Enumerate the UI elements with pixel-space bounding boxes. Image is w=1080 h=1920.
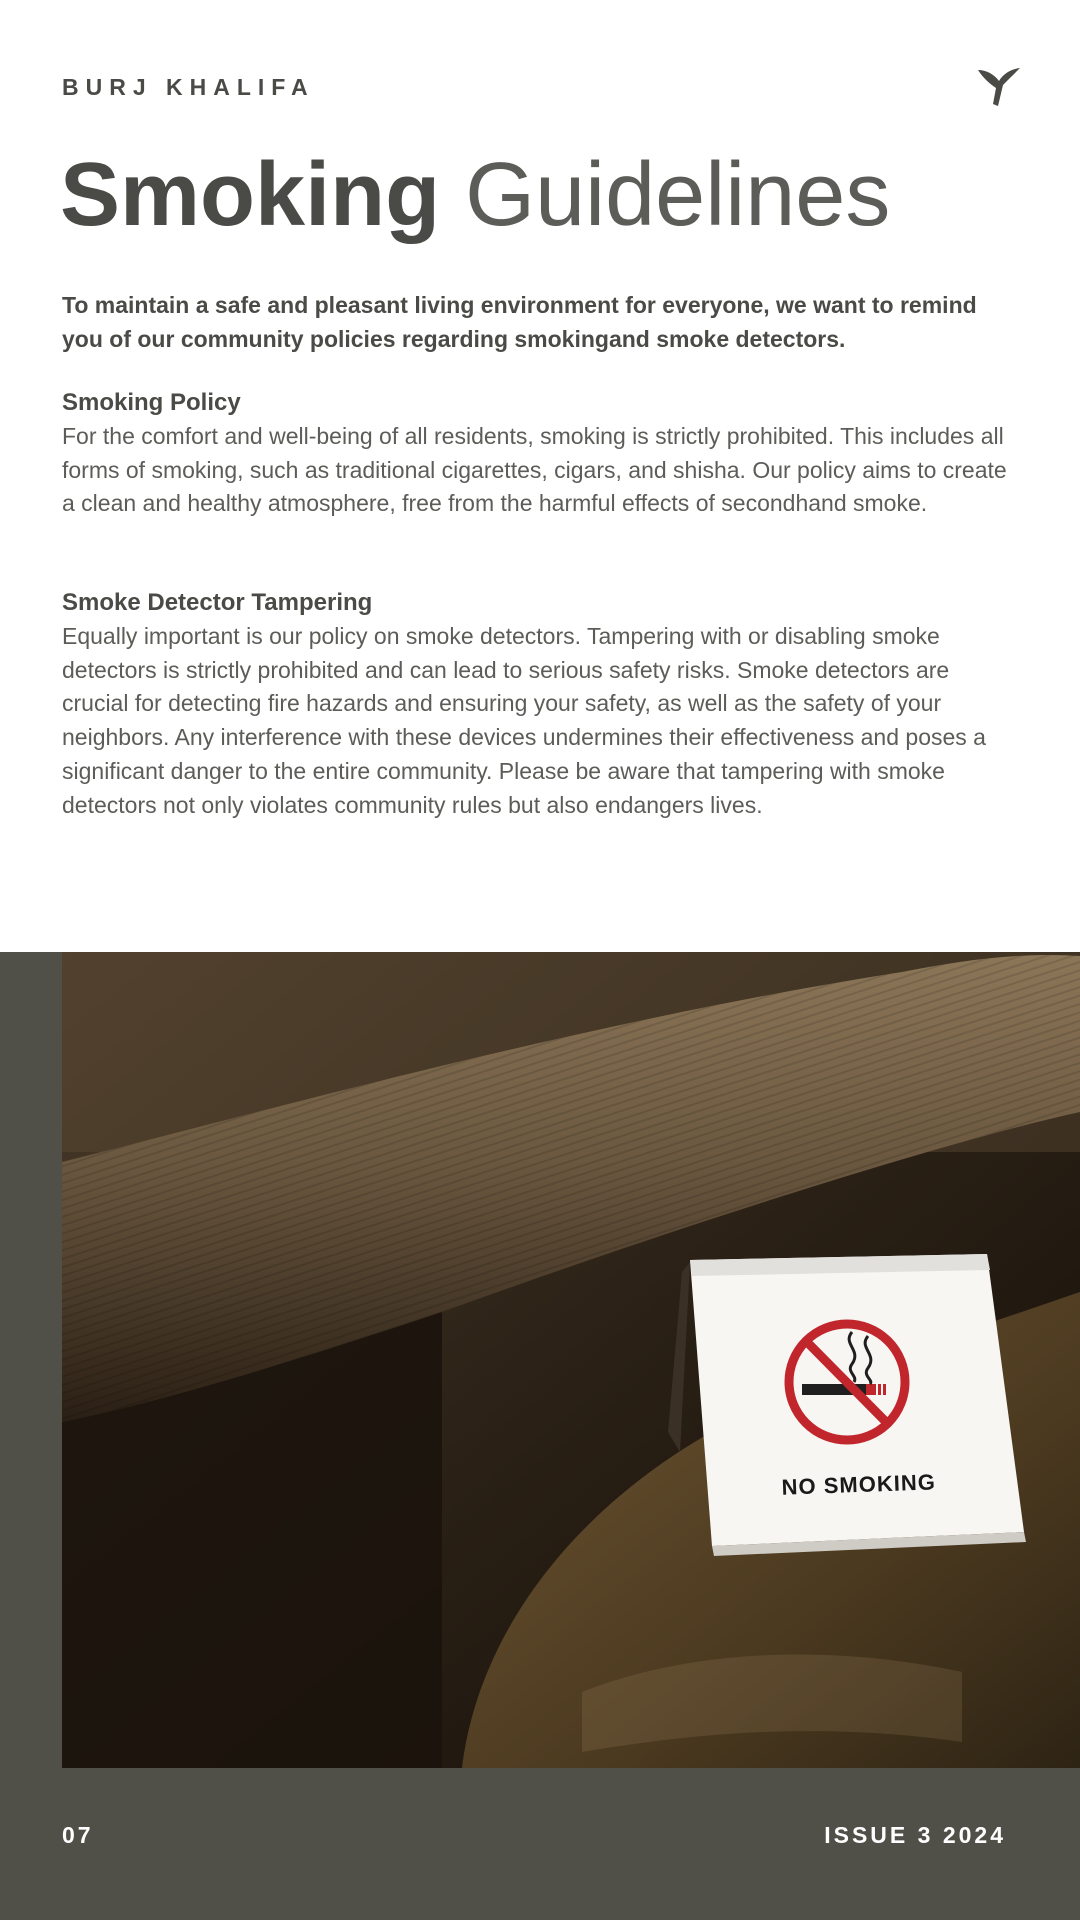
intro-paragraph: To maintain a safe and pleasant living environment for everyone, we want to remind you of our community policies regarding smokingand smoke detectors. xyxy=(62,292,977,352)
bird-icon xyxy=(976,66,1022,108)
smoke-detector-heading: Smoke Detector Tampering xyxy=(62,589,373,616)
smoking-policy-body: For the comfort and well-being of all residents, smoking is strictly prohibited. This includes all forms of smoking, such as traditional cigarettes, cigars, and shisha. Our policy aims to create a clean and healthy atmosphere, free from the harmful effects of secondhand smoke. xyxy=(62,423,1007,517)
no-smoking-photo xyxy=(62,952,1080,1768)
title-light: Guidelines xyxy=(465,145,891,245)
page-title xyxy=(60,140,890,250)
issue-label: ISSUE 3 2024 xyxy=(824,1822,1006,1848)
no-smoking-sign xyxy=(668,1254,1026,1556)
title-bold: Smoking xyxy=(60,145,441,245)
smoke-detector-body: Equally important is our policy on smoke detectors. Tampering with or disabling smoke detectors is strictly prohibited and can lead to serious safety risks. Smoke detectors are crucial for detecting fire hazards and ensuring your safety, as well as the safety of your neighbors. Any interference with these devices undermines their effectiveness and poses a significant danger to the entire community. Please be aware that tampering with smoke detectors not only violates community rules but also endangers lives. xyxy=(62,623,986,818)
smoking-policy-heading: Smoking Policy xyxy=(62,389,241,416)
page-number: 07 xyxy=(62,1822,94,1848)
brand-name: BURJ KHALIFA xyxy=(62,74,315,100)
smoking-policy-section xyxy=(62,386,1022,521)
smoke-detector-section xyxy=(62,586,1022,822)
sign-text: NO SMOKING xyxy=(781,1469,937,1500)
